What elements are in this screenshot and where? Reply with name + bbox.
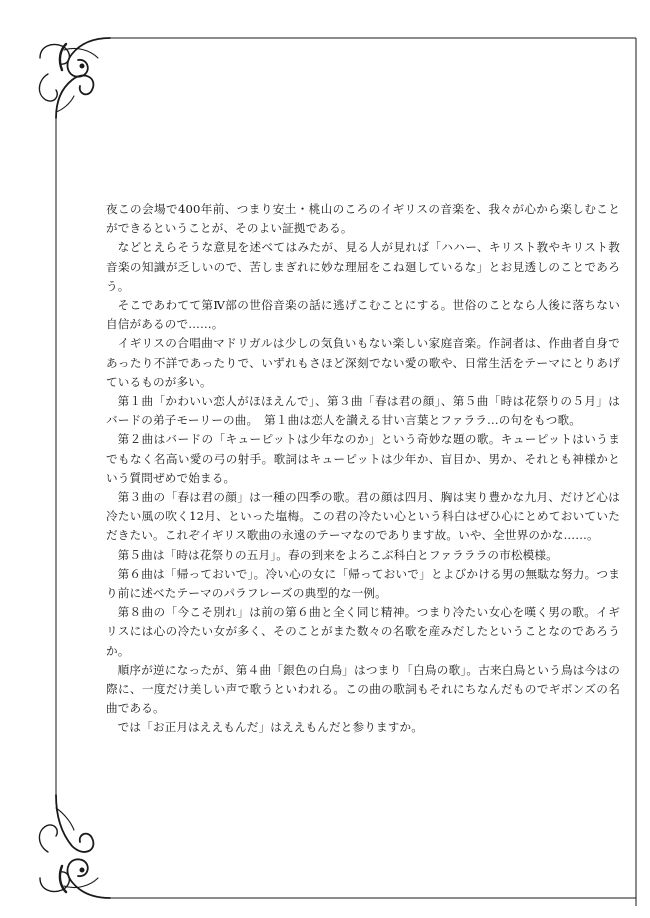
paragraph-6: 第２曲はバードの「キューピットは少年なのか」という奇妙な題の歌。キューピットはいうまでもなく名高い愛の弓の射手。歌詞はキューピットは少年か、盲目か、男か、それとも神様かという質問ぜめで始まる。	[106, 432, 620, 485]
paragraph-1: 夜この会場で400年前、つまり安土・桃山のころのイギリスの音楽を、我々が心から楽しむことができるということが、そのよい証拠である。	[106, 202, 620, 236]
paragraph-4: イギリスの合唱曲マドリガルは少しの気負いもない楽しい家庭音楽。作詞者は、作曲者自身であったり不詳であったりで、いずれもさほど深刻でない愛の歌や、日常生活をテーマにとりあげているものが多い。	[106, 336, 620, 389]
paragraph-10: 第８曲の「今こそ別れ」は前の第６曲と全く同じ精神。つまり冷たい女心を嘆く男の歌。イギリスには心の冷たい女が多く、そのことがまた数々の名歌を産みだしたということなのであろうか。	[106, 605, 620, 658]
paragraph-3: そこであわてて第Ⅳ部の世俗音楽の話に逃げこむことにする。世俗のことなら人後に落ちない自信があるので……。	[106, 298, 620, 332]
paragraph-7: 第３曲の「春は君の顔」は一種の四季の歌。君の顔は四月、胸は実り豊かな九月、だけど心は冷たい風の吹く12月、といった塩梅。この君の冷たい心という科白はぜひ心にとめておいていただきたい。これぞイギリス歌曲の永遠のテーマなのであります故。いや、全世界のかな……。	[106, 490, 620, 543]
paragraph-2: などとえらそうな意見を述べてはみたが、見る人が見れば「ハハー、キリスト教やキリスト教音楽の知識が乏しいので、苦しまぎれに妙な理屈をこね廻しているな」とお見透しのことであろう。	[106, 240, 620, 293]
paragraph-5: 第１曲「かわいい恋人がほほえんで」、第３曲「春は君の顔」、第５曲「時は花祭りの５月」はバードの弟子モーリーの曲。 第１曲は恋人を讃える甘い言葉とファララ…の句をもつ歌。	[106, 394, 620, 428]
top-left-flourish-icon	[39, 38, 110, 118]
paragraph-8: 第５曲は「時は花祭りの五月」。春の到来をよろこぶ科白とファラララの市松模様。	[117, 547, 558, 562]
body-text	[106, 200, 620, 738]
bottom-left-flourish-icon	[39, 795, 110, 898]
paragraph-12: では「お正月はええもんだ」はええもんだと参りますか。	[117, 720, 423, 735]
paragraph-11: 順序が逆になったが、第４曲「銀色の白鳥」はつまり「白鳥の歌」。古来白鳥という鳥は今はの際に、一度だけ美しい声で歌うといわれる。この曲の歌詞もそれにちなんだものでギボンズの名曲である。	[106, 662, 620, 716]
paragraph-9: 第６曲は「帰っておいで」。冷い心の女に「帰っておいで」とよびかける男の無駄な努力。つまり前に述べたテーマのパラフレーズの典型的な一例。	[106, 566, 620, 601]
